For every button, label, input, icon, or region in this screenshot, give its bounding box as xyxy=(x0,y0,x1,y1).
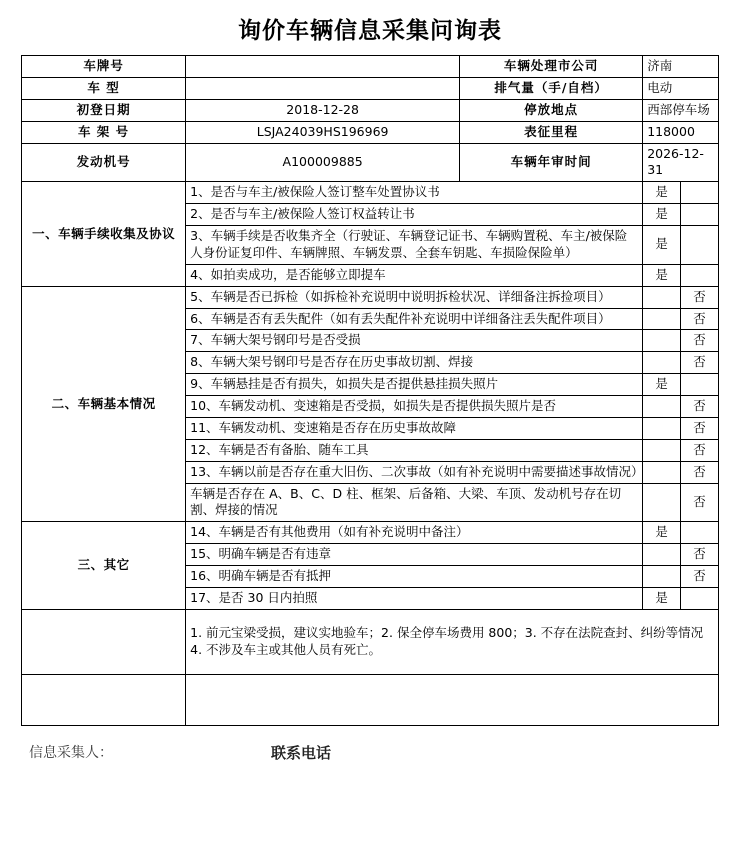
answer-yes[interactable]: 是 xyxy=(643,374,681,396)
section-title-2: 二、车辆基本情况 xyxy=(22,286,186,522)
table-row xyxy=(22,286,719,308)
answer-yes[interactable] xyxy=(643,286,681,308)
notes-label xyxy=(22,609,186,674)
contact-phone-label: 联系电话 xyxy=(271,743,332,762)
answer-yes[interactable] xyxy=(643,417,681,439)
answer-no[interactable] xyxy=(681,374,719,396)
model-value[interactable] xyxy=(186,77,460,99)
answer-no[interactable]: 否 xyxy=(681,544,719,566)
answer-yes[interactable] xyxy=(643,483,681,522)
displacement-label: 排气量（手/自档） xyxy=(460,77,643,99)
checklist-item: 2、是否与车主/被保险人签订权益转让书 xyxy=(186,204,643,226)
table-row xyxy=(22,674,719,725)
checklist-item: 8、车辆大架号钢印号是否存在历史事故切割、焊接 xyxy=(186,352,643,374)
answer-yes[interactable]: 是 xyxy=(643,264,681,286)
checklist-item: 12、车辆是否有备胎、随车工具 xyxy=(186,439,643,461)
vin-value[interactable]: LSJA24039HS196969 xyxy=(186,121,460,143)
answer-no[interactable]: 否 xyxy=(681,417,719,439)
answer-yes[interactable] xyxy=(643,461,681,483)
checklist-item: 16、明确车辆是否有抵押 xyxy=(186,566,643,588)
first-registration-value[interactable]: 2018-12-28 xyxy=(186,99,460,121)
table-row xyxy=(22,522,719,544)
answer-yes[interactable] xyxy=(643,396,681,418)
answer-no[interactable] xyxy=(681,522,719,544)
parking-location-label: 停放地点 xyxy=(460,99,643,121)
answer-yes[interactable]: 是 xyxy=(643,226,681,265)
checklist-item: 6、车辆是否有丢失配件（如有丢失配件补充说明中详细备注丢失配件项目） xyxy=(186,308,643,330)
section-title-1: 一、车辆手续收集及协议 xyxy=(22,182,186,286)
checklist-item: 1、是否与车主/被保险人签订整车处置协议书 xyxy=(186,182,643,204)
inspection-date-label: 车辆年审时间 xyxy=(460,143,643,182)
checklist-item: 14、车辆是否有其他费用（如有补充说明中备注） xyxy=(186,522,643,544)
table-row xyxy=(22,182,719,204)
blank-cell-left xyxy=(22,674,186,725)
answer-no[interactable]: 否 xyxy=(681,439,719,461)
company-label: 车辆处理市公司 xyxy=(460,56,643,78)
answer-no[interactable]: 否 xyxy=(681,308,719,330)
table-row xyxy=(22,609,719,674)
parking-location-value[interactable]: 西部停车场 xyxy=(643,99,719,121)
answer-no[interactable]: 否 xyxy=(681,352,719,374)
answer-no[interactable] xyxy=(681,204,719,226)
checklist-item: 15、明确车辆是否有违章 xyxy=(186,544,643,566)
answer-yes[interactable] xyxy=(643,330,681,352)
answer-yes[interactable] xyxy=(643,544,681,566)
checklist-item: 17、是否 30 日内拍照 xyxy=(186,587,643,609)
page-title: 询价车辆信息采集问询表 xyxy=(238,18,502,44)
answer-yes[interactable]: 是 xyxy=(643,182,681,204)
checklist-item: 7、车辆大架号钢印号是否受损 xyxy=(186,330,643,352)
answer-no[interactable]: 否 xyxy=(681,330,719,352)
answer-no[interactable] xyxy=(681,226,719,265)
answer-no[interactable]: 否 xyxy=(681,566,719,588)
answer-no[interactable] xyxy=(681,264,719,286)
table-row xyxy=(22,99,719,121)
answer-yes[interactable]: 是 xyxy=(643,522,681,544)
checklist-item: 4、如拍卖成功，是否能够立即提车 xyxy=(186,264,643,286)
collector-label: 信息采集人： xyxy=(29,744,113,761)
answer-no[interactable]: 否 xyxy=(681,286,719,308)
checklist-item: 车辆是否存在 A、B、C、D 柱、框架、后备箱、大梁、车顶、发动机号存在切割、焊接的情况 xyxy=(186,483,643,522)
model-label: 车 型 xyxy=(22,77,186,99)
checklist-item: 11、车辆发动机、变速箱是否存在历史事故故障 xyxy=(186,417,643,439)
table-row xyxy=(22,77,719,99)
checklist-item: 5、车辆是否已拆检（如拆检补充说明中说明拆检状况、详细备注拆捡项目） xyxy=(186,286,643,308)
vehicle-info-table xyxy=(21,55,719,726)
answer-no[interactable] xyxy=(681,587,719,609)
checklist-item: 10、车辆发动机、变速箱是否受损，如损失是否提供损失照片是否 xyxy=(186,396,643,418)
checklist-item: 3、车辆手续是否收集齐全（行驶证、车辆登记证书、车辆购置税、车主/被保险人身份证复印件、车辆牌照、车辆发票、全套车钥匙、车损险保险单） xyxy=(186,226,643,265)
answer-yes[interactable] xyxy=(643,352,681,374)
table-row xyxy=(22,121,719,143)
engine-number-value[interactable]: A100009885 xyxy=(186,143,460,182)
table-row xyxy=(22,56,719,78)
checklist-item: 9、车辆悬挂是否有损失，如损失是否提供悬挂损失照片 xyxy=(186,374,643,396)
company-value[interactable]: 济南 xyxy=(643,56,719,78)
answer-yes[interactable] xyxy=(643,566,681,588)
answer-yes[interactable] xyxy=(643,308,681,330)
section-title-3: 三、其它 xyxy=(22,522,186,610)
answer-no[interactable]: 否 xyxy=(681,483,719,522)
mileage-label: 表征里程 xyxy=(460,121,643,143)
checklist-item: 13、车辆以前是否存在重大旧伤、二次事故（如有补充说明中需要描述事故情况） xyxy=(186,461,643,483)
inspection-date-value[interactable]: 2026-12-31 xyxy=(643,143,719,182)
plate-value[interactable] xyxy=(186,56,460,78)
footer xyxy=(21,742,719,772)
mileage-value[interactable]: 118000 xyxy=(643,121,719,143)
answer-yes[interactable]: 是 xyxy=(643,204,681,226)
notes-text[interactable]: 1. 前元宝梁受损，建议实地验车；2. 保全停车场费用 800；3. 不存在法院查封、纠纷等情况 4. 不涉及车主或其他人员有死亡。 xyxy=(186,609,719,674)
answer-no[interactable]: 否 xyxy=(681,461,719,483)
engine-number-label: 发动机号 xyxy=(22,143,186,182)
first-registration-label: 初登日期 xyxy=(22,99,186,121)
displacement-value[interactable]: 电动 xyxy=(643,77,719,99)
plate-label: 车牌号 xyxy=(22,56,186,78)
answer-no[interactable]: 否 xyxy=(681,396,719,418)
answer-yes[interactable]: 是 xyxy=(643,587,681,609)
answer-yes[interactable] xyxy=(643,439,681,461)
vin-label: 车 架 号 xyxy=(22,121,186,143)
answer-no[interactable] xyxy=(681,182,719,204)
table-row xyxy=(22,143,719,182)
blank-cell-right[interactable] xyxy=(186,674,719,725)
